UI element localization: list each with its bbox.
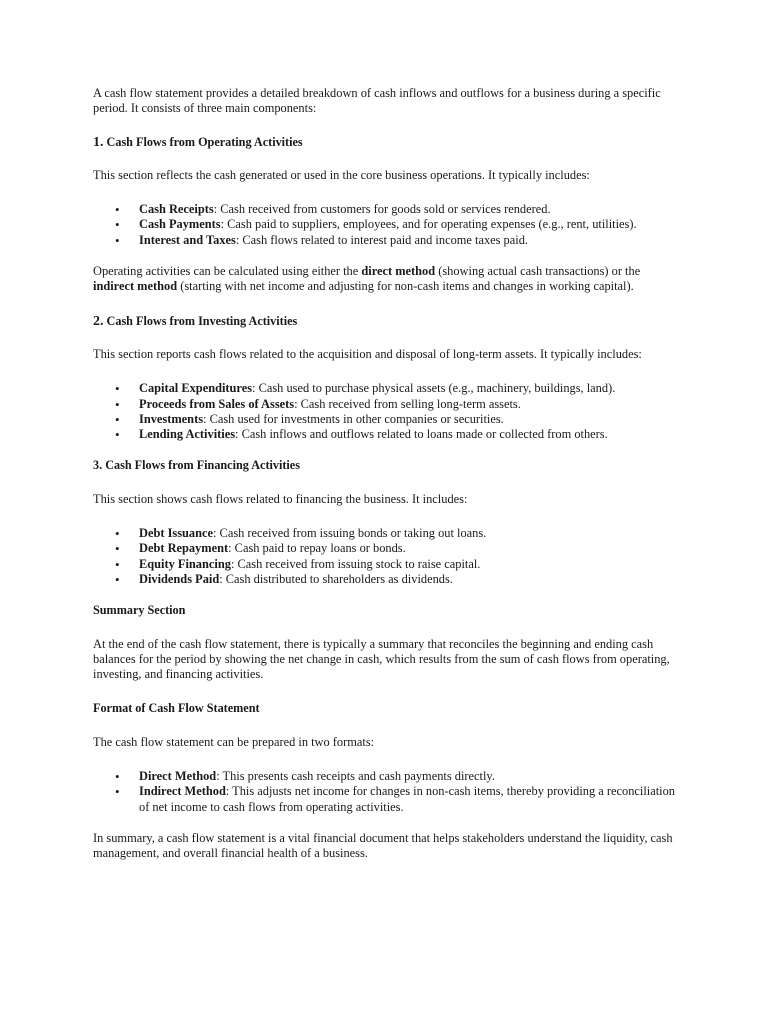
bullet-icon: • <box>115 769 120 785</box>
list-item <box>93 541 683 556</box>
bullet-icon: • <box>115 202 120 218</box>
list-item <box>93 557 683 572</box>
list-item-text: : Cash received from issuing bonds or taking out loans. <box>213 526 487 541</box>
note-text: (showing actual cash transactions) or the <box>435 264 641 279</box>
bullet-icon: • <box>115 427 120 443</box>
section-lead: This section reflects the cash generated or used in the core business operations. It typically includes: <box>93 167 590 182</box>
list-item-term: Interest and Taxes <box>139 232 236 247</box>
direct-method-term: direct method <box>361 264 436 279</box>
bullet-icon: • <box>115 232 120 248</box>
list-item <box>93 784 683 815</box>
list-item <box>93 397 683 412</box>
list-item-text: : Cash received from issuing stock to raise capital. <box>230 556 481 571</box>
section-number: 1. <box>93 134 104 150</box>
bullet-list <box>93 526 683 587</box>
bullet-icon: • <box>115 556 120 572</box>
list-item-term: Investments <box>139 411 204 426</box>
list-item <box>93 769 683 784</box>
list-item-term: Equity Financing <box>139 556 231 571</box>
list-item-text: : This presents cash receipts and cash payments directly. <box>216 769 495 784</box>
list-item-term: Lending Activities <box>139 427 236 442</box>
section-title: Cash Flows from Investing Activities <box>106 313 298 328</box>
list-item-term: Dividends Paid <box>139 571 220 586</box>
note-text: (starting with net income and adjusting for non-cash items and changes in working capital). <box>177 279 634 294</box>
list-item-term: Direct Method <box>139 769 217 784</box>
list-item-text: : This adjusts net income for changes in non-cash items, thereby providing a reconciliation of net income to cash flows from operating activities. <box>139 784 676 814</box>
bullet-icon: • <box>115 784 120 800</box>
list-item <box>93 202 683 217</box>
bullet-icon: • <box>115 217 120 233</box>
list-item-text: : Cash distributed to shareholders as dividends. <box>219 571 453 586</box>
section-lead: This section reports cash flows related to the acquisition and disposal of long-term assets. It typically includes: <box>93 346 642 361</box>
list-item-term: Debt Repayment <box>139 541 229 556</box>
section-number: 2. <box>93 313 104 329</box>
section-title: Cash Flows from Operating Activities <box>106 134 303 149</box>
format-lead: The cash flow statement can be prepared in two formats: <box>93 734 375 749</box>
list-item-text: : Cash inflows and outflows related to loans made or collected from others. <box>235 427 608 442</box>
list-item-text: : Cash received from customers for goods sold or services rendered. <box>213 202 551 217</box>
bullet-icon: • <box>115 526 120 542</box>
list-item-term: Cash Receipts <box>139 202 214 217</box>
bullet-icon: • <box>115 571 120 587</box>
bullet-icon: • <box>115 381 120 397</box>
indirect-method-term: indirect method <box>93 279 178 294</box>
list-item <box>93 427 683 442</box>
section-heading-operating <box>93 135 683 150</box>
summary-heading: Summary Section <box>93 603 186 618</box>
bullet-list <box>93 769 683 815</box>
document-body <box>93 86 683 881</box>
section-lead: This section shows cash flows related to financing the business. It includes: <box>93 491 468 506</box>
list-item-text: : Cash used to purchase physical assets (e.g., machinery, buildings, land). <box>252 381 616 396</box>
bullet-icon: • <box>115 396 120 412</box>
bullet-icon: • <box>115 411 120 427</box>
bullet-list <box>93 202 683 248</box>
list-item-term: Proceeds from Sales of Assets <box>139 396 295 411</box>
conclusion-paragraph: In summary, a cash flow statement is a vital financial document that helps stakeholders understand the liquidity, cash management, and overall financial health of a business. <box>93 830 673 861</box>
bullet-list <box>93 381 683 442</box>
list-item-text: : Cash flows related to interest paid and income taxes paid. <box>235 232 528 247</box>
list-item-term: Indirect Method <box>139 784 226 799</box>
section-heading-financing: 3. Cash Flows from Financing Activities <box>93 458 300 473</box>
list-item <box>93 526 683 541</box>
list-item-text: : Cash used for investments in other companies or securities. <box>203 411 504 426</box>
section-heading-investing <box>93 314 683 329</box>
list-item-text: : Cash paid to repay loans or bonds. <box>228 541 406 556</box>
summary-paragraph: At the end of the cash flow statement, there is typically a summary that reconciles the beginning and ending cash balances for the period by showing the net change in cash, which results from the sum of cash flows from operating, investing, and financing activities. <box>93 636 670 682</box>
bullet-icon: • <box>115 541 120 557</box>
list-item <box>93 217 683 232</box>
list-item <box>93 381 683 396</box>
list-item-term: Capital Expenditures <box>139 381 253 396</box>
intro-paragraph: A cash flow statement provides a detailed breakdown of cash inflows and outflows for a business during a specific period. It consists of three main components: <box>93 86 661 116</box>
list-item-term: Cash Payments <box>139 217 221 232</box>
list-item <box>93 572 683 587</box>
format-heading: Format of Cash Flow Statement <box>93 701 260 716</box>
list-item-text: : Cash received from selling long-term assets. <box>294 396 521 411</box>
list-item-text: : Cash paid to suppliers, employees, and for operating expenses (e.g., rent, utilities). <box>220 217 637 232</box>
list-item <box>93 233 683 248</box>
method-note-paragraph <box>93 264 683 295</box>
list-item <box>93 412 683 427</box>
note-text: Operating activities can be calculated using either the <box>93 264 362 279</box>
list-item-term: Debt Issuance <box>139 526 214 541</box>
